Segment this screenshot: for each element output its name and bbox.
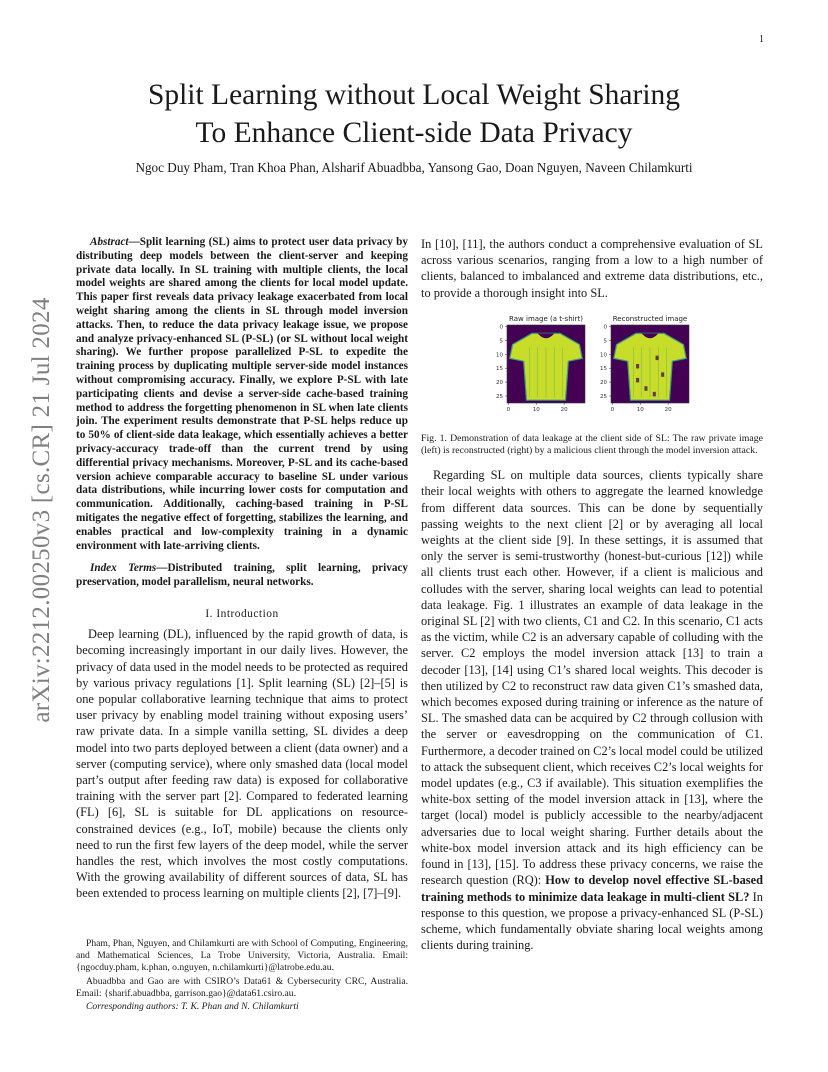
y-tick-label: 25: [496, 393, 503, 400]
title-line-1: Split Learning without Local Weight Sharing: [147, 79, 681, 111]
y-tick-label: 10: [600, 352, 607, 359]
x-tick-label: 0: [506, 406, 511, 413]
y-tick-label: 10: [496, 352, 503, 359]
intro-paragraph: Deep learning (DL), influenced by the rapid growth of data, is becoming increasingly important in our daily lives. However, the privacy of data used in the model needs to be protected as required by various privacy regulations [1]. Split learning (SL) [2]–[5] is one popular collaborative learning technique that aims to protect user privacy by enabling model training without exposing users’ raw private data. In a simple vanilla setting, SL divides a deep model into two parts deployed between a client (data owner) and a server (computing service), where only smashed data (local model part’s output after feeding raw data) is exposed for collaborative training with the server part [2]. Compared to federated learning (FL) [6], SL is suitable for DL applications on resource-constrained devices (e.g., IoT, mobile) because the clients only need to run the first few layers of the deep model, while the server handles the rest, which involves the most costly computations. With the growing availability of different sources of data, SL has been extended to process learning on multiple clients [2], [7]–[9].: [76, 627, 408, 901]
footnote-corresponding-authors: Corresponding authors: T. K. Phan and N. Chilamkurti: [86, 1001, 299, 1013]
arxiv-watermark: [20, 297, 64, 723]
reconstructed-image-artifact: [653, 392, 656, 396]
y-tick-label: 5: [603, 338, 607, 345]
footnote-affiliation-latrobe: Pham, Phan, Nguyen, and Chilamkurti are with School of Computing, Engineering, and Mathematical Sciences, La Trobe University, Victoria, Australia. Email: {ngocduy.pham, k.phan, o.nguyen, n.chilamkurti}@latrobe.edu.au.: [76, 938, 408, 974]
footnote-affiliation-csiro: Abuadbba and Gao are with CSIRO’s Data61 & Cybersecurity CRC, Australia. Email: {sharif.abuadbba, garrison.gao}@data61.csiro.au.: [76, 975, 408, 999]
footnotes: [76, 938, 408, 1014]
index-terms-label: Index Terms: [90, 562, 157, 575]
paragraph-text-end: In response to this question, we propose a privacy-enhanced SL (P-SL) scheme, which fundamentally obviate sharing local weights among clients during training.: [421, 889, 763, 953]
left-panel-title: Raw image (a t-shirt): [509, 314, 583, 323]
figure-1-caption: Fig. 1. Demonstration of data leakage at the client side of SL: The raw private image (left) is reconstructed (right) by a malicious client through the model inversion attack.: [421, 432, 763, 457]
index-terms-text: —Distributed training, split learning, privacy preservation, model parallelism, neural networks.: [76, 562, 408, 589]
y-tick-label: 15: [496, 365, 503, 372]
title-line-2: To Enhance Client-side Data Privacy: [195, 117, 633, 149]
body-paragraph-multi-source: [421, 467, 763, 953]
x-tick-label: 10: [532, 406, 540, 413]
figure-1-image: [421, 313, 763, 425]
right-panel-title: Reconstructed image: [612, 314, 688, 323]
reconstructed-image-artifact: [661, 372, 664, 376]
reconstructed-image-artifact: [636, 364, 639, 368]
reconstructed-image-panel: [600, 324, 689, 413]
y-tick-label: 0: [499, 324, 503, 331]
y-tick-label: 15: [600, 365, 607, 372]
y-tick-label: 5: [499, 338, 503, 345]
y-tick-label: 20: [600, 379, 607, 386]
x-tick-label: 20: [664, 406, 672, 413]
right-column: [421, 236, 763, 953]
index-terms: [76, 562, 408, 590]
x-tick-label: 0: [610, 406, 615, 413]
body-paragraph-evaluation: In [10], [11], the authors conduct a comprehensive evaluation of SL across various scenarios, ranging from a low to a high number of clients, balanced to imbalanced and extreme data distributions, etc., to provide a thorough insight into SL.: [421, 237, 763, 300]
figure-1: [421, 313, 763, 425]
reconstructed-image-artifact: [644, 386, 647, 390]
paper-title: [0, 76, 828, 152]
author-list: Ngoc Duy Pham, Tran Khoa Phan, Alsharif Abuadbba, Yansong Gao, Doan Nguyen, Naveen Chilamkurti: [135, 160, 693, 175]
abstract-text: —Split learning (SL) aims to protect user data privacy by distributing deep models between the client-server and keeping private data locally. In SL training with multiple clients, the local model weights are shared among the clients for local model update. This paper first reveals data privacy leakage exacerbated from local weight sharing among the clients in SL through model inversion attacks. Then, to reduce the data privacy leakage issue, we propose and analyze privacy-enhanced SL (P-SL) (or SL without local weight sharing). We further propose parallelized P-SL to expedite the training process by duplicating multiple server-side model instances without compromising accuracy. Finally, we explore P-SL with late participating clients and devise a server-side cache-based training method to address the forgetting phenomenon in SL when late clients join. The experiment results demonstrate that P-SL helps reduce up to 50% of client-side data leakage, which essentially achieves a better privacy-accuracy trade-off than the current trend by using differential privacy mechanisms. Moreover, P-SL and its cache-based version achieve comparable accuracy to baseline SL under various data distributions, while incurring lower costs for computation and communication. Additionally, caching-based training in P-SL mitigates the negative effect of forgetting, stabilizes the learning, and enables practical and low-complexity training in a dynamic environment with late-arriving clients.: [76, 236, 408, 552]
left-column: [76, 236, 408, 902]
y-tick-label: 20: [496, 379, 503, 386]
x-tick-label: 20: [560, 406, 568, 413]
paragraph-text: Regarding SL on multiple data sources, clients typically share their local weights with others to aggregate the learned knowledge from different data sources. This can be done by sequentially passing weights to the next client [2] or by averaging all local weights at the client side [9]. In these settings, it is assumed that only the server is semi-trustworthy (honest-but-curious [12]) while all clients trust each other. However, if a client is malicious and colludes with the server, sharing local weights can lead to potential data leakage. Fig. 1 illustrates an example of data leakage in the original SL [2] with two clients, C1 and C2. In this scenario, C1 acts as the victim, while C2 is an adversary capable of colluding with the server. C2 employs the model inversion attack [13] to train a decoder [13], [14] using C1’s shared local weights. This decoder is then utilized by C2 to reconstruct raw data given C1’s smashed data, which becomes exposed during training or inference as the nature of SL. The smashed data can be acquired by C2 through collusion with the server or eavesdropping on the communication of C1. Furthermore, a decoder trained on C2’s local model could be utilized to attack the subsequent client, which receives C2’s local weights for model updates (e.g., C3 if available). This situation exemplifies the white-box setting of the model inversion attack in [13], where the target (local) model is publicly accessible to the nearby/adjacent adversaries due to local weight sharing. Further details about the white-box model inversion attack and its high efficiency can be found in [13], [15]. To address these privacy concerns, we raise the research question (RQ):: [421, 468, 763, 888]
raw-image-panel: [496, 324, 585, 413]
y-tick-label: 0: [603, 324, 607, 331]
abstract: [76, 236, 408, 553]
research-question: How to develop novel effective SL-based training methods to minimize data leakage in multi-client SL?: [421, 873, 763, 904]
section-heading-introduction: I. Introduction: [205, 607, 279, 620]
page-number: 1: [759, 34, 764, 45]
y-tick-label: 25: [600, 393, 607, 400]
arxiv-id: arXiv:2212.00250v3 [cs.CR] 21 Jul 2024: [28, 297, 55, 723]
abstract-label: Abstract: [90, 236, 129, 248]
x-tick-label: 10: [636, 406, 644, 413]
reconstructed-image-artifact: [636, 378, 639, 382]
reconstructed-image-artifact: [656, 355, 659, 359]
